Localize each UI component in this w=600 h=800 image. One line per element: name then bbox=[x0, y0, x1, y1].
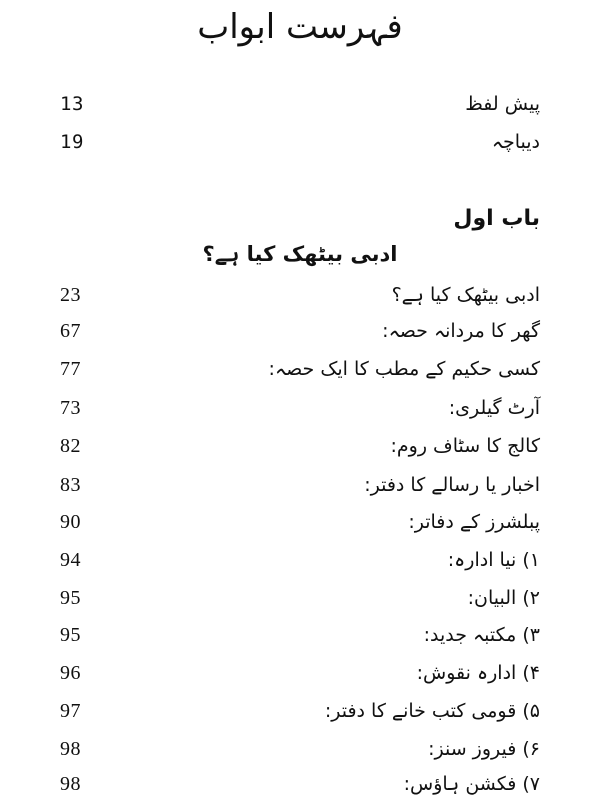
entry-title: گھر کا مردانہ حصہ: bbox=[382, 320, 540, 342]
toc-entry[interactable] bbox=[60, 469, 540, 501]
entry-page-number: 95 bbox=[60, 586, 81, 609]
entry-title: ۵) قومی کتب خانے کا دفتر: bbox=[324, 700, 540, 722]
toc-entry[interactable] bbox=[60, 430, 540, 462]
entry-page-number: 97 bbox=[60, 699, 81, 722]
entry-page-number: 13 bbox=[60, 93, 84, 115]
entry-title: ۴) ادارہ نقوش: bbox=[416, 662, 540, 684]
toc-entry[interactable] bbox=[60, 126, 540, 158]
entry-title: ۷) فکشن ہاؤس: bbox=[403, 773, 540, 795]
entry-title: کسی حکیم کے مطب کا ایک حصہ: bbox=[268, 358, 540, 380]
part-heading: باب اول bbox=[453, 206, 540, 231]
page-title: فہرست ابواب bbox=[197, 7, 403, 47]
toc-entry[interactable] bbox=[60, 657, 540, 689]
entry-title: اخبار یا رسالے کا دفتر: bbox=[364, 474, 540, 496]
entry-title: ۳) مکتبہ جدید: bbox=[423, 624, 540, 646]
entry-title: ادبی بیٹھک کیا ہے؟ bbox=[391, 284, 540, 306]
part-subheading: ادبی بیٹھک کیا ہے؟ bbox=[202, 242, 398, 266]
entry-page-number: 77 bbox=[60, 357, 81, 380]
entry-title: ۲) البیان: bbox=[467, 587, 540, 609]
entry-page-number: 82 bbox=[60, 434, 81, 457]
toc-entry[interactable] bbox=[60, 88, 540, 120]
entry-page-number: 94 bbox=[60, 548, 81, 571]
entry-title: پیش لفظ bbox=[465, 93, 540, 115]
entry-page-number: 73 bbox=[60, 396, 81, 419]
entry-title: کالج کا سٹاف روم: bbox=[390, 435, 540, 457]
entry-page-number: 83 bbox=[60, 473, 81, 496]
toc-entry[interactable] bbox=[60, 582, 540, 614]
entry-page-number: 19 bbox=[60, 131, 84, 153]
toc-entry[interactable] bbox=[60, 315, 540, 347]
entry-page-number: 67 bbox=[60, 319, 81, 342]
entry-title: دیباچہ bbox=[491, 131, 540, 153]
toc-entry[interactable] bbox=[60, 392, 540, 424]
entry-title: آرٹ گیلری: bbox=[448, 397, 540, 419]
entry-title: ۱) نیا ادارہ: bbox=[447, 549, 540, 571]
entry-page-number: 90 bbox=[60, 510, 81, 533]
toc-entry[interactable] bbox=[60, 733, 540, 765]
toc-entry[interactable] bbox=[60, 506, 540, 538]
entry-page-number: 23 bbox=[60, 283, 81, 306]
entry-page-number: 98 bbox=[60, 737, 81, 760]
toc-entry[interactable] bbox=[60, 279, 540, 311]
toc-entry[interactable] bbox=[60, 768, 540, 800]
entry-page-number: 95 bbox=[60, 623, 81, 646]
toc-entry[interactable] bbox=[60, 544, 540, 576]
toc-entry[interactable] bbox=[60, 619, 540, 651]
entry-title: پبلشرز کے دفاتر: bbox=[408, 511, 540, 533]
entry-page-number: 96 bbox=[60, 661, 81, 684]
toc-entry[interactable] bbox=[60, 695, 540, 727]
entry-title: ۶) فیروز سنز: bbox=[428, 738, 540, 760]
toc-entry[interactable] bbox=[60, 353, 540, 385]
entry-page-number: 98 bbox=[60, 772, 81, 795]
